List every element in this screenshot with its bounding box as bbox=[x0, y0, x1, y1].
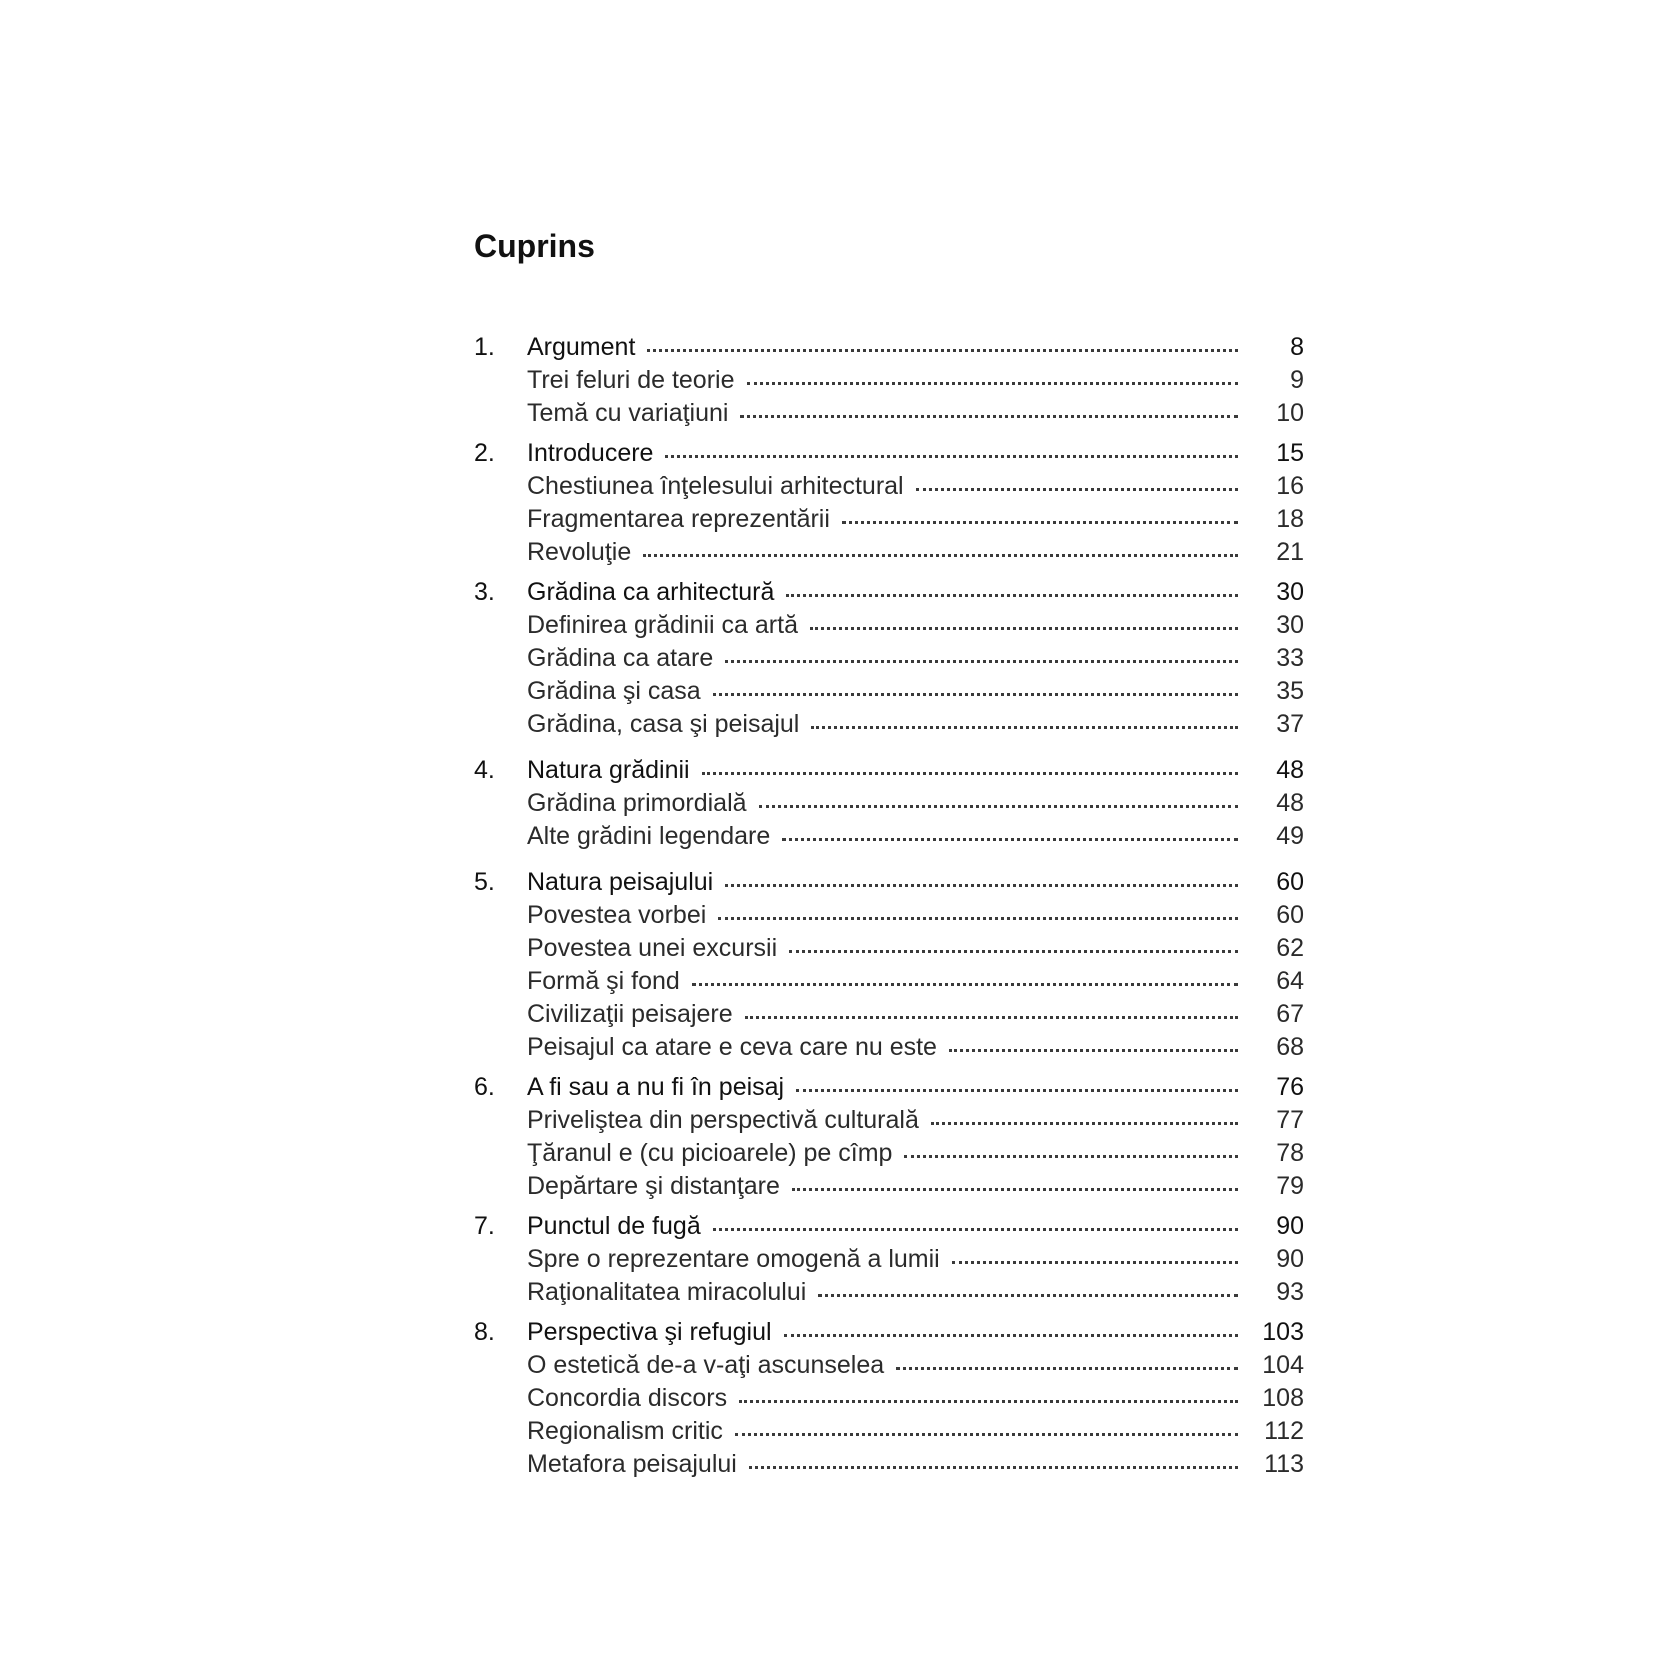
dot-leader bbox=[949, 1049, 1238, 1052]
toc-section bbox=[474, 998, 1304, 1031]
page-number: 16 bbox=[1276, 472, 1304, 500]
section-title: Regionalism critic bbox=[527, 1417, 723, 1445]
page-number: 112 bbox=[1264, 1417, 1304, 1445]
toc-section bbox=[474, 1137, 1304, 1170]
section-title: Alte grădini legendare bbox=[527, 822, 771, 850]
page-number: 30 bbox=[1276, 578, 1304, 606]
chapter-title: Argument bbox=[527, 333, 636, 361]
chapter-number: 1. bbox=[474, 333, 495, 361]
toc-chapter-4 bbox=[474, 754, 1304, 787]
page-number: 30 bbox=[1276, 611, 1304, 639]
page-number: 113 bbox=[1264, 1450, 1304, 1478]
page-number: 90 bbox=[1276, 1245, 1304, 1273]
section-title: Revoluţie bbox=[527, 538, 632, 566]
section-title: Concordia discors bbox=[527, 1384, 728, 1412]
dot-leader bbox=[842, 521, 1238, 524]
dot-leader bbox=[692, 983, 1238, 986]
dot-leader bbox=[747, 382, 1239, 385]
page-number: 79 bbox=[1276, 1172, 1304, 1200]
toc-section bbox=[474, 1104, 1304, 1137]
chapter-number: 8. bbox=[474, 1318, 495, 1346]
page-number: 64 bbox=[1276, 967, 1304, 995]
dot-leader bbox=[725, 884, 1238, 887]
dot-leader bbox=[952, 1261, 1238, 1264]
dot-leader bbox=[811, 726, 1238, 729]
section-title: O estetică de-a v-aţi ascunselea bbox=[527, 1351, 885, 1379]
page-number: 10 bbox=[1276, 399, 1304, 427]
section-title: Depărtare şi distanţare bbox=[527, 1172, 780, 1200]
dot-leader bbox=[713, 693, 1238, 696]
dot-leader bbox=[647, 349, 1238, 352]
toc-chapter-7 bbox=[474, 1210, 1304, 1243]
section-title: Grădina primordială bbox=[527, 789, 747, 817]
dot-leader bbox=[931, 1122, 1238, 1125]
section-title: Temă cu variaţiuni bbox=[527, 399, 729, 427]
page-number: 60 bbox=[1276, 868, 1304, 896]
chapter-title: A fi sau a nu fi în peisaj bbox=[527, 1073, 785, 1101]
dot-leader bbox=[749, 1466, 1238, 1469]
dot-leader bbox=[739, 1400, 1238, 1403]
dot-leader bbox=[904, 1155, 1238, 1158]
section-title: Ţăranul e (cu picioarele) pe cîmp bbox=[527, 1139, 893, 1167]
chapter-title: Perspectiva şi refugiul bbox=[527, 1318, 772, 1346]
toc-section bbox=[474, 932, 1304, 965]
page-number: 78 bbox=[1276, 1139, 1304, 1167]
chapter-number: 7. bbox=[474, 1212, 495, 1240]
chapter-title: Natura grădinii bbox=[527, 756, 690, 784]
toc-section bbox=[474, 1276, 1304, 1309]
chapter-title: Introducere bbox=[527, 439, 654, 467]
toc-section bbox=[474, 1448, 1304, 1481]
chapter-title: Punctul de fugă bbox=[527, 1212, 701, 1240]
toc-section bbox=[474, 609, 1304, 642]
page-number: 35 bbox=[1276, 677, 1304, 705]
dot-leader bbox=[784, 1334, 1238, 1337]
toc-section bbox=[474, 1031, 1304, 1064]
toc-chapter-6 bbox=[474, 1071, 1304, 1104]
page-number: 103 bbox=[1262, 1318, 1304, 1346]
dot-leader bbox=[786, 594, 1238, 597]
toc-section bbox=[474, 1382, 1304, 1415]
toc-section bbox=[474, 1415, 1304, 1448]
section-title: Grădina, casa şi peisajul bbox=[527, 710, 800, 738]
section-title: Priveliştea din perspectivă culturală bbox=[527, 1106, 919, 1134]
section-title: Grădina ca atare bbox=[527, 644, 714, 672]
section-title: Fragmentarea reprezentării bbox=[527, 505, 830, 533]
chapter-number: 6. bbox=[474, 1073, 495, 1101]
toc-section bbox=[474, 1170, 1304, 1203]
page-number: 77 bbox=[1276, 1106, 1304, 1134]
dot-leader bbox=[792, 1188, 1238, 1191]
section-title: Definirea grădinii ca artă bbox=[527, 611, 798, 639]
toc-chapter-8 bbox=[474, 1316, 1304, 1349]
page-number: 68 bbox=[1276, 1033, 1304, 1061]
dot-leader bbox=[665, 455, 1238, 458]
dot-leader bbox=[796, 1089, 1238, 1092]
toc-chapter-3 bbox=[474, 576, 1304, 609]
page-number: 67 bbox=[1276, 1000, 1304, 1028]
page-number: 15 bbox=[1276, 439, 1304, 467]
toc-chapter-2 bbox=[474, 437, 1304, 470]
toc-chapter-1 bbox=[474, 331, 1304, 364]
section-title: Trei feluri de teorie bbox=[527, 366, 735, 394]
toc-section bbox=[474, 536, 1304, 569]
page-number: 60 bbox=[1276, 901, 1304, 929]
section-title: Chestiunea înţelesului arhitectural bbox=[527, 472, 904, 500]
dot-leader bbox=[810, 627, 1238, 630]
page-number: 48 bbox=[1276, 789, 1304, 817]
page-number: 62 bbox=[1276, 934, 1304, 962]
dot-leader bbox=[789, 950, 1238, 953]
page-number: 49 bbox=[1276, 822, 1304, 850]
chapter-number: 4. bbox=[474, 756, 495, 784]
page-title: Cuprins bbox=[474, 228, 595, 264]
page-number: 104 bbox=[1262, 1351, 1304, 1379]
dot-leader bbox=[718, 917, 1238, 920]
toc-section bbox=[474, 899, 1304, 932]
section-title: Povestea vorbei bbox=[527, 901, 707, 929]
toc-section bbox=[474, 364, 1304, 397]
toc-section bbox=[474, 397, 1304, 430]
section-title: Spre o reprezentare omogenă a lumii bbox=[527, 1245, 940, 1273]
page-number: 48 bbox=[1276, 756, 1304, 784]
page-number: 90 bbox=[1276, 1212, 1304, 1240]
chapter-title: Grădina ca arhitectură bbox=[527, 578, 775, 606]
toc-section bbox=[474, 675, 1304, 708]
dot-leader bbox=[745, 1016, 1238, 1019]
section-title: Civilizaţii peisajere bbox=[527, 1000, 733, 1028]
dot-leader bbox=[896, 1367, 1238, 1370]
chapter-number: 5. bbox=[474, 868, 495, 896]
dot-leader bbox=[818, 1294, 1238, 1297]
page-number: 33 bbox=[1276, 644, 1304, 672]
section-title: Peisajul ca atare e ceva care nu este bbox=[527, 1033, 937, 1061]
section-title: Metafora peisajului bbox=[527, 1450, 737, 1478]
page-number: 18 bbox=[1276, 505, 1304, 533]
dot-leader bbox=[735, 1433, 1238, 1436]
page-number: 37 bbox=[1276, 710, 1304, 738]
section-title: Grădina şi casa bbox=[527, 677, 701, 705]
page-number: 76 bbox=[1276, 1073, 1304, 1101]
dot-leader bbox=[702, 772, 1238, 775]
dot-leader bbox=[916, 488, 1238, 491]
section-title: Povestea unei excursii bbox=[527, 934, 778, 962]
page-number: 8 bbox=[1290, 333, 1304, 361]
toc-section bbox=[474, 708, 1304, 741]
page-number: 108 bbox=[1262, 1384, 1304, 1412]
table-of-contents bbox=[474, 331, 1304, 1481]
section-title: Raţionalitatea miracolului bbox=[527, 1278, 807, 1306]
toc-section bbox=[474, 470, 1304, 503]
chapter-number: 2. bbox=[474, 439, 495, 467]
toc-section bbox=[474, 1349, 1304, 1382]
toc-chapter-5 bbox=[474, 866, 1304, 899]
page-number: 9 bbox=[1290, 366, 1304, 394]
section-title: Formă şi fond bbox=[527, 967, 680, 995]
dot-leader bbox=[725, 660, 1238, 663]
dot-leader bbox=[759, 805, 1238, 808]
toc-section bbox=[474, 820, 1304, 853]
toc-section bbox=[474, 965, 1304, 998]
chapter-title: Natura peisajului bbox=[527, 868, 714, 896]
dot-leader bbox=[740, 415, 1238, 418]
chapter-number: 3. bbox=[474, 578, 495, 606]
toc-section bbox=[474, 642, 1304, 675]
toc-section bbox=[474, 503, 1304, 536]
toc-section bbox=[474, 1243, 1304, 1276]
dot-leader bbox=[713, 1228, 1238, 1231]
toc-section bbox=[474, 787, 1304, 820]
dot-leader bbox=[782, 838, 1238, 841]
page-number: 21 bbox=[1276, 538, 1304, 566]
page-number: 93 bbox=[1276, 1278, 1304, 1306]
dot-leader bbox=[643, 554, 1238, 557]
